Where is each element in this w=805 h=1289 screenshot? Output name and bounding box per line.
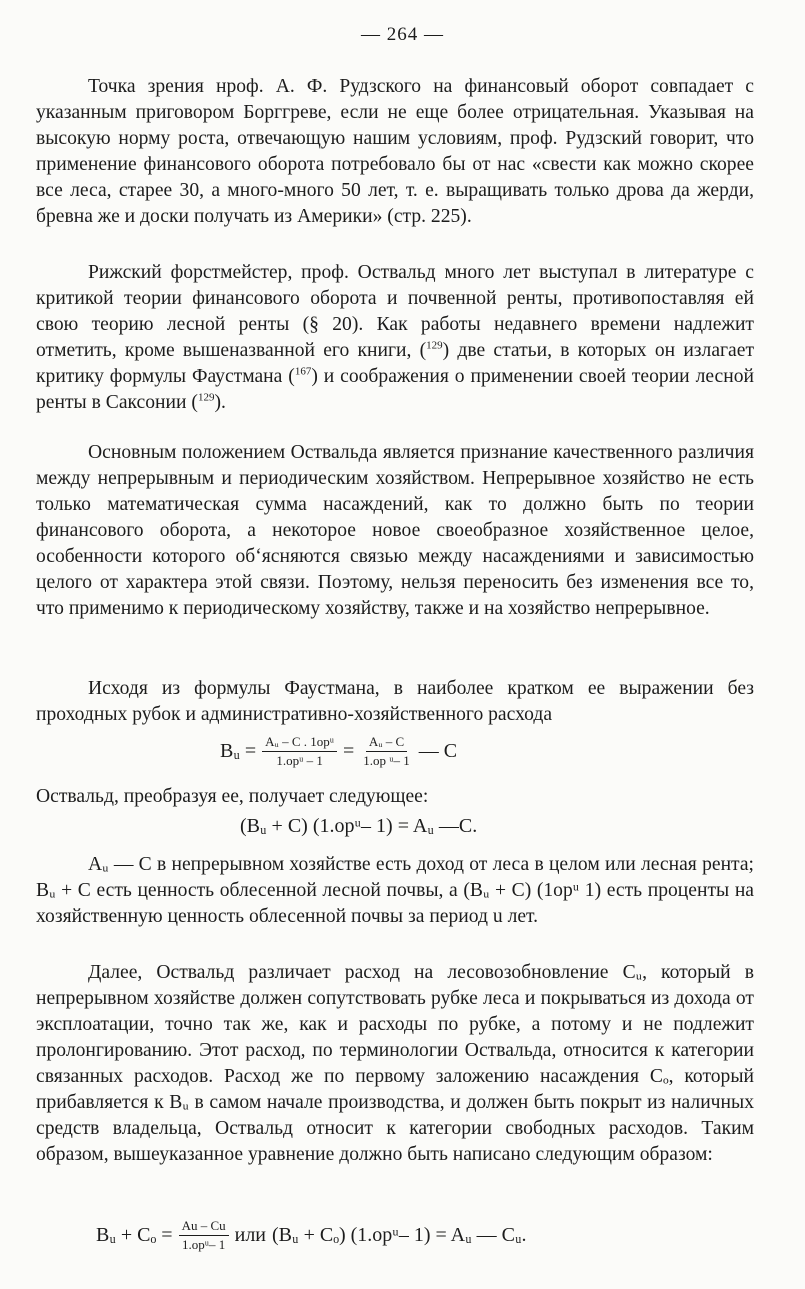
paragraph-expenses	[36, 960, 754, 1168]
text-run: ) две статьи, в которых он излагает критику формулы Фаустмана (	[36, 340, 755, 387]
paragraph-ostwald-intro	[36, 260, 754, 416]
text-run: Рижский форстмейстер, проф. Оствальд много лет выступал в литературе с критикой теории финансового оборота и почвенной ренты, противопоставляя ей свою теорию лесной ренты (§ 20). Как работы недавнего времени надлежит отметить, кроме вышеназванной его книги, (	[36, 262, 754, 361]
paragraph-text	[36, 260, 754, 416]
reference-number: 129	[197, 391, 215, 404]
paragraph-transform	[36, 784, 754, 810]
fraction-numerator: Aᵤ – C . 1opᵘ	[262, 734, 337, 752]
paragraph-text: Оствальд, преобразуя ее, получает следующее:	[36, 786, 429, 807]
fraction-denominator: 1.opᵘ– 1	[181, 1237, 226, 1252]
formula-fraction	[179, 1218, 229, 1253]
formula-fraction	[360, 734, 413, 769]
paragraph-forest-rent	[36, 852, 754, 930]
text-run: ).	[214, 392, 226, 413]
paragraph-text: Исходя из формулы Фаустмана, в наиболее кратком ее выражении без проходных рубок и административно-хозяйственного расхода	[36, 678, 754, 725]
formula-connector: или	[234, 1224, 267, 1246]
formula-text: (Bᵤ + C) (1.opᵘ– 1) = Aᵤ —C.	[240, 815, 478, 837]
paragraph-text: Точка зрения нроф. А. Ф. Рудзского на финансовый оборот совпадает с указанным приговором Борггреве, если не еще более отрицательная. Указывая на высокую норму роста, отвечающую нашим условиям, проф. Рудзский говорит, что применение финансового оборота потребовало бы от нас «свести как можно скорее все леса, старее 30, а много-много 50 лет, т. е. выращивать только дрова да жерди, бревна же и доски получать из Америки» (стр. 225).	[36, 76, 754, 227]
formula-lhs: Bᵤ =	[220, 740, 257, 762]
text-run: ) и соображения о применении своей теории лесной ренты в Саксонии (	[36, 366, 754, 413]
fraction-denominator: 1.opᵘ – 1	[276, 753, 323, 768]
paragraph-rudzsky	[36, 74, 754, 230]
paragraph-text: Aᵤ — C в непрерывном хозяйстве есть доход от леса в целом или лесная рента; Bᵤ + C есть ценность облесенной лесной почвы, а (Bᵤ + C) (1opᵘ 1) есть проценты на хозяйственную ценность облесенной почвы за период u лет.	[36, 854, 754, 927]
paragraph-faustmann	[36, 676, 754, 728]
reference-number: 167	[294, 365, 312, 378]
paragraph-text: Далее, Оствальд различает расход на лесовозобновление Cᵤ, который в непрерывном хозяйстве должен сопутствовать рубке леса и покрываться из дохода от эксплоатации, точно так же, как и расходы по рубке, а потому и не подлежит пролонгированию. Этот расход, по терминологии Оствальда, относится к категории связанных расходов. Расход же по первому заложению насаждения Cₒ, который прибавляется к Bᵤ в самом начале производства, и должен быть покрыт из наличных средств владельца, Оствальд относит к категории свободных расходов. Таким образом, вышеуказанное уравнение должно быть написано следующим образом:	[36, 962, 754, 1165]
formula-faustmann	[220, 734, 457, 769]
formula-tail: — C	[418, 740, 458, 762]
fraction-numerator: Aᵤ – C	[366, 734, 407, 752]
fraction-numerator: Au – Cu	[179, 1218, 229, 1236]
formula-fraction	[262, 734, 337, 769]
formula-rhs: (Bᵤ + Cₒ) (1.opᵘ– 1) = Aᵤ — Cᵤ.	[272, 1224, 527, 1246]
fraction-denominator: 1.op ᵘ– 1	[363, 753, 410, 768]
formula-final	[96, 1218, 527, 1253]
paragraph-text: Основным положением Оствальда является признание качественного различия между непрерывным и периодическим хозяйством. Непрерывное хозяйство не есть только математическая сумма насаждений, как то должно быть по теории финансового оборота, а некоторое новое своеобразное хозяйственное целое, особенности которого об‘ясняются связью между насаждениями и зависимостью целого от характера этой связи. Поэтому, нельзя переносить без изменения все то, что применимо к периодическому хозяйству, также и на хозяйство непрерывное.	[36, 442, 754, 619]
reference-number: 129	[426, 339, 443, 352]
paragraph-main-position	[36, 440, 754, 622]
page-number: — 264 —	[361, 24, 444, 45]
formula-ostwald	[240, 815, 477, 838]
formula-equals: =	[343, 740, 355, 762]
formula-lhs: Bᵤ + Cₒ =	[96, 1224, 173, 1246]
